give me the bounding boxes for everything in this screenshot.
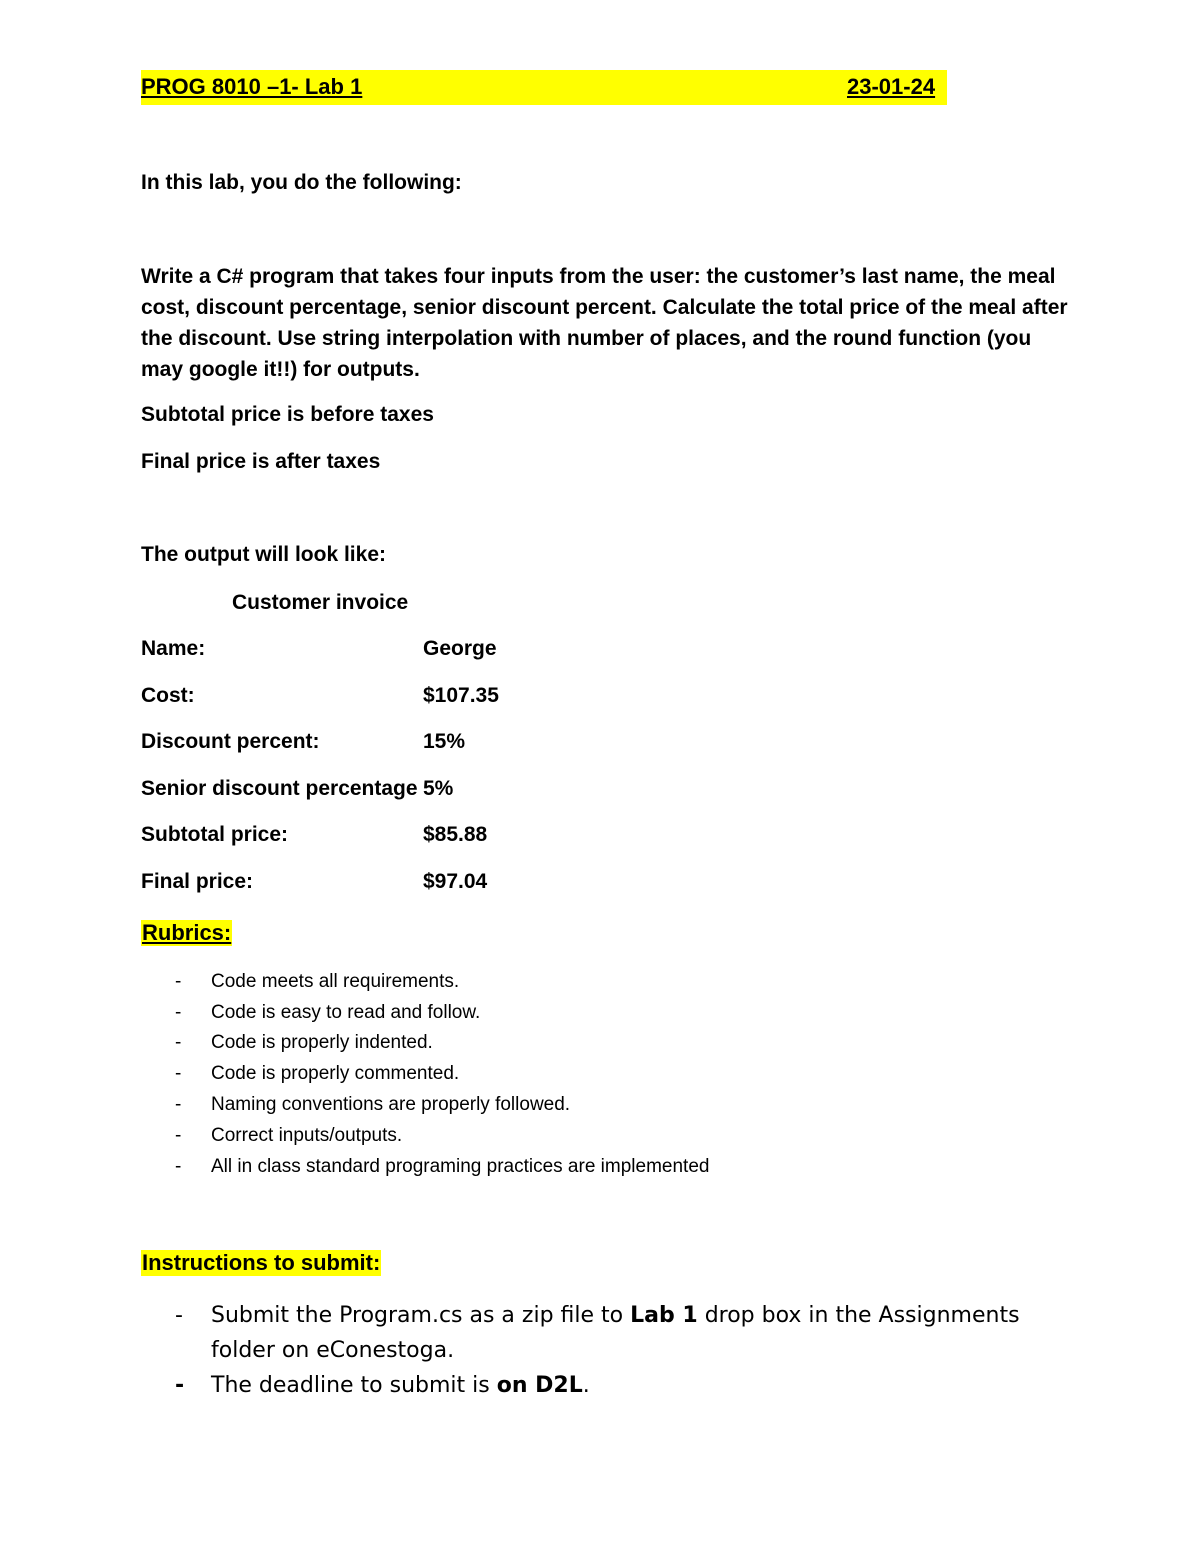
invoice-value-subtotal: $85.88 <box>423 823 488 846</box>
output-intro: The output will look like: <box>141 543 386 566</box>
submit-item-text-pre: Submit the Program.cs as a zip file to <box>211 1303 631 1328</box>
bullet-dash: - <box>175 1373 185 1398</box>
invoice-label-subtotal: Subtotal price: <box>141 823 289 846</box>
submit-item-text-bold: Lab 1 <box>630 1303 698 1328</box>
rubric-item <box>175 1125 402 1147</box>
submit-heading: Instructions to submit: <box>142 1250 381 1275</box>
rubric-item-text: Naming conventions are properly followed. <box>211 1094 571 1115</box>
bullet-dash: - <box>175 1002 182 1023</box>
rubric-item-text: Code meets all requirements. <box>211 971 460 992</box>
bullet-dash: - <box>175 1303 183 1328</box>
invoice-value-discount: 15% <box>423 730 466 753</box>
invoice-label-senior-discount: Senior discount percentage <box>141 777 418 800</box>
task-paragraph: Write a C# program that takes four inputs from the user: the customer’s last name, the meal cost, discount percentage, senior discount percent. Calculate the total price of the meal after the discount. Use string interpolation with number of places, and the round function (you may google it!!) for outputs. <box>141 265 1068 381</box>
invoice-label-cost: Cost: <box>141 684 195 707</box>
invoice-title: Customer invoice <box>232 591 409 614</box>
rubrics-heading: Rubrics: <box>142 920 232 945</box>
intro-text: In this lab, you do the following: <box>141 171 462 194</box>
invoice-label-final: Final price: <box>141 870 254 893</box>
submit-item-text-pre: The deadline to submit is <box>211 1373 497 1398</box>
final-note: Final price is after taxes <box>141 450 381 473</box>
rubric-item-text: All in class standard programing practices are implemented <box>211 1156 710 1177</box>
bullet-dash: - <box>175 1063 182 1084</box>
bullet-dash: - <box>175 971 182 992</box>
submit-item <box>175 1303 1020 1328</box>
rubric-item-text: Code is easy to read and follow. <box>211 1002 481 1023</box>
submit-item <box>175 1373 590 1398</box>
rubric-item-text: Code is properly commented. <box>211 1063 460 1084</box>
invoice-value-final: $97.04 <box>423 870 488 893</box>
rubric-item <box>175 1156 709 1178</box>
submit-item-text-post: drop box in the Assignments <box>697 1303 1020 1328</box>
rubric-item <box>175 1002 480 1024</box>
header-title: PROG 8010 –1- Lab 1 <box>141 74 363 99</box>
rubric-item <box>175 1094 570 1116</box>
rubric-item <box>175 1032 433 1054</box>
bullet-dash: - <box>175 1032 182 1053</box>
subtotal-note: Subtotal price is before taxes <box>141 403 434 426</box>
rubric-item-text: Code is properly indented. <box>211 1032 433 1053</box>
submit-item-text-bold: on D2L <box>496 1373 583 1398</box>
rubric-item <box>175 1063 459 1085</box>
rubric-item <box>175 971 459 993</box>
invoice-value-senior-discount: 5% <box>423 777 454 800</box>
invoice-label-name: Name: <box>141 637 206 660</box>
rubric-item-text: Correct inputs/outputs. <box>211 1125 403 1146</box>
bullet-dash: - <box>175 1125 182 1146</box>
submit-item-continuation: folder on eConestoga. <box>211 1338 455 1363</box>
bullet-dash: - <box>175 1156 182 1177</box>
submit-item-text-post: . <box>582 1373 590 1398</box>
header-date: 23-01-24 <box>847 74 936 99</box>
invoice-value-cost: $107.35 <box>423 684 499 707</box>
invoice-label-discount: Discount percent: <box>141 730 320 753</box>
bullet-dash: - <box>175 1094 182 1115</box>
invoice-value-name: George <box>423 637 497 660</box>
